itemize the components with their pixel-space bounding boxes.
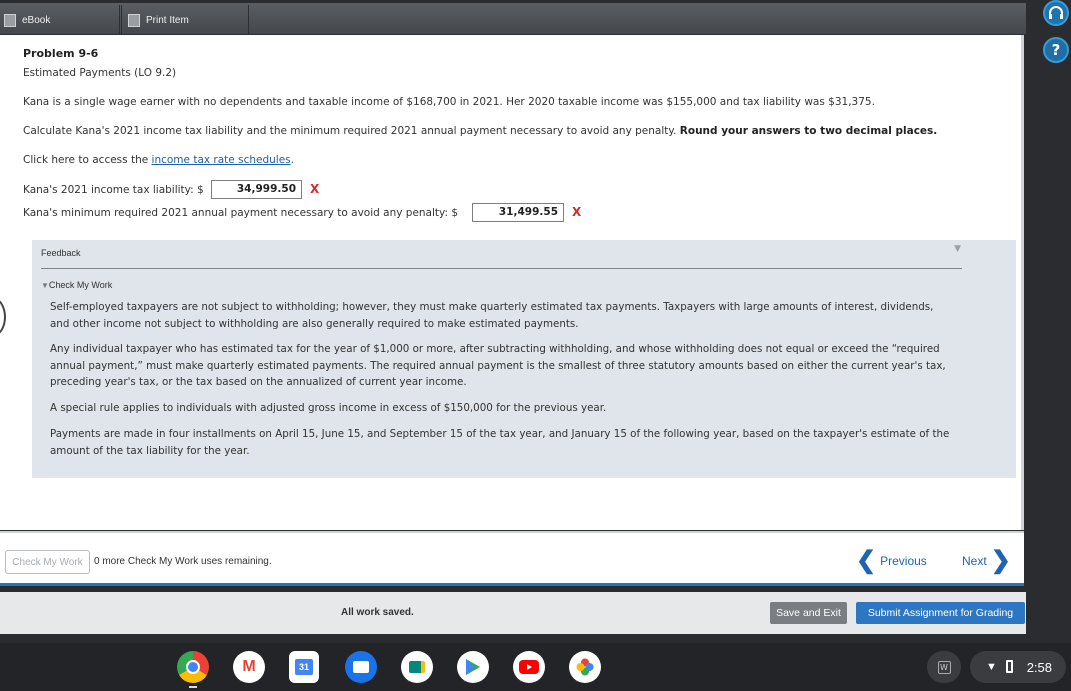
problem-panel (0, 35, 1024, 530)
check-my-work-header-label: Check My Work (48, 280, 113, 290)
active-app-indicator (189, 686, 197, 688)
tray-app-icon: W (938, 661, 951, 674)
help-icon[interactable] (1043, 37, 1069, 63)
calendar-day: 31 (295, 659, 313, 675)
chevron-right-icon: ❯ (990, 547, 1011, 574)
wifi-icon: ▼ (986, 661, 997, 673)
ebook-button[interactable] (0, 5, 120, 35)
q2-label: Kana's minimum required 2021 annual payment necessary to avoid any penalty: $ (23, 207, 459, 219)
youtube-play-icon (519, 660, 539, 674)
video-camera-icon (409, 661, 425, 673)
save-bar (0, 592, 1026, 634)
print-item-button[interactable] (121, 5, 249, 35)
feedback-panel (32, 240, 1016, 478)
access-suffix: . (290, 154, 294, 166)
top-toolbar (0, 3, 1026, 35)
print-icon (128, 14, 140, 27)
status-tray[interactable] (970, 651, 1066, 683)
problem-instruction (23, 125, 937, 137)
next-label: Next (962, 554, 987, 568)
next-button[interactable] (962, 549, 1011, 573)
instruction-text: Calculate Kana's 2021 income tax liability and the minimum required 2021 annual payment necessary to avoid any penalty. (23, 125, 680, 137)
minimum-payment-input[interactable]: 31,499.55 (472, 203, 564, 222)
chrome-center-icon (186, 660, 200, 674)
feedback-paragraph: Any individual taxpayer who has estimated tax for the year of $1,000 or more, after subtracting withholding, and whose withholding does not equal or exceed the “required annual payment,” must make quarterly estimated payments. The required annual payment is the smallest of three statutory amounts based on either the current year's tax, preceding year's tax, or the tax based on the annualized of current year income. (50, 343, 946, 388)
photos-icon[interactable] (569, 651, 601, 683)
youtube-icon[interactable] (513, 651, 545, 683)
submit-assignment-button[interactable]: Submit Assignment for Grading (856, 602, 1025, 624)
os-taskbar (0, 643, 1071, 691)
access-line (23, 154, 294, 166)
feedback-paragraph: Payments are made in four installments on April 15, June 15, and September 15 of the tax year, and January 15 of the following year, based on the taxpayer's estimate of the amount of the tax liability for the year. (50, 428, 950, 457)
collapse-triangle-icon: ▼ (41, 281, 49, 290)
save-and-exit-button[interactable]: Save and Exit (770, 602, 847, 624)
print-item-label: Print Item (146, 14, 189, 26)
headset-icon[interactable] (1043, 0, 1069, 26)
check-my-work-header[interactable] (41, 280, 112, 290)
chevron-left-icon: ❮ (856, 547, 877, 574)
problem-subtitle: Estimated Payments (LO 9.2) (23, 67, 177, 79)
tray-app-button[interactable] (927, 651, 961, 683)
folder-icon (353, 661, 369, 673)
help-glyph: ? (1051, 41, 1061, 59)
book-icon (4, 14, 16, 27)
feedback-toggle-icon[interactable]: ▼ (954, 244, 961, 254)
battery-icon (1006, 660, 1013, 673)
nav-divider (0, 583, 1024, 586)
check-my-work-button[interactable]: Check My Work (5, 550, 90, 574)
access-prefix: Click here to access the (23, 154, 152, 166)
tax-rate-schedules-link[interactable]: income tax rate schedules (151, 154, 291, 166)
gmail-icon[interactable]: M (233, 651, 265, 683)
check-my-work-remaining: 0 more Check My Work uses remaining. (94, 556, 272, 567)
navigation-bar (0, 531, 1024, 585)
previous-button[interactable] (856, 549, 927, 573)
play-store-icon[interactable] (457, 651, 489, 683)
problem-intro: Kana is a single wage earner with no dependents and taxable income of $168,700 in 2021. Her 2020 taxable income was $155,000 and tax liability was $31,375. (23, 96, 875, 108)
incorrect-mark-q2: X (572, 205, 582, 219)
feedback-divider (41, 268, 962, 269)
feedback-header: Feedback (41, 248, 81, 258)
incorrect-mark-q1: X (310, 182, 320, 196)
instruction-bold: Round your answers to two decimal places. (679, 125, 938, 137)
q1-label: Kana's 2021 income tax liability: $ (23, 184, 204, 196)
calendar-icon[interactable] (289, 651, 319, 683)
files-icon[interactable] (345, 651, 377, 683)
previous-label: Previous (880, 554, 927, 568)
feedback-paragraph: A special rule applies to individuals with adjusted gross income in excess of $150,000 for the previous year. (50, 402, 607, 414)
save-status: All work saved. (341, 607, 414, 618)
feedback-paragraph: Self-employed taxpayers are not subject to withholding; however, they must make quarterly estimated tax payments. Taxpayers with large amounts of interest, dividends, and other income not subject to withholding are also generally required to make estimated payments. (50, 301, 934, 330)
tax-liability-input[interactable]: 34,999.50 (211, 180, 302, 199)
ebook-label: eBook (22, 14, 51, 26)
meet-icon[interactable] (401, 651, 433, 683)
chrome-icon[interactable] (177, 651, 209, 683)
problem-title: Problem 9-6 (23, 47, 99, 60)
clock-time: 2:58 (1026, 659, 1052, 675)
